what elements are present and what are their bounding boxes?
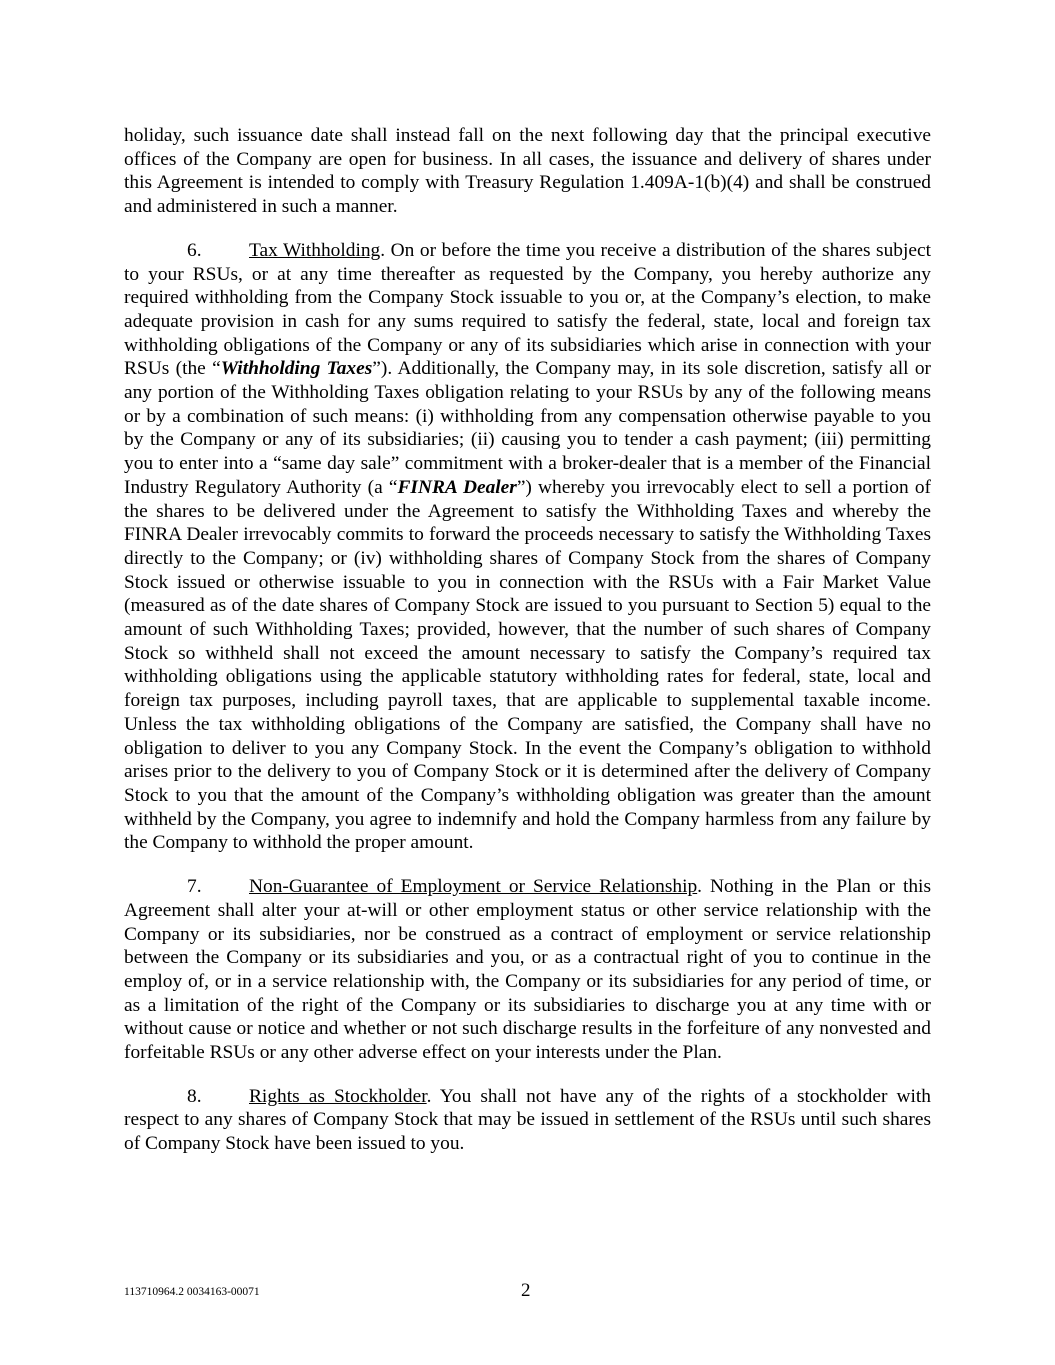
defined-term-finra-dealer: FINRA Dealer	[397, 476, 517, 498]
section-6-heading: Tax Withholding	[249, 239, 381, 261]
section-8-paragraph	[124, 1085, 931, 1156]
section-7-number: 7.	[187, 876, 202, 898]
page-number: 2	[521, 1280, 531, 1301]
section-8-number: 8.	[187, 1085, 202, 1107]
defined-term-withholding-taxes: Withholding Taxes	[220, 358, 373, 380]
section-8-heading: Rights as Stockholder	[249, 1085, 427, 1107]
section-6-number: 6.	[187, 239, 202, 261]
section-7-paragraph	[124, 875, 931, 1065]
document-body	[124, 124, 931, 1176]
section-6-text-part-2: ”). Additionally, the Company may, in its sole discretion, satisfy all or any portion of the Withholding Taxes obligation relating to your RSUs by any of the following means or by a combination of such means: (i) withholding from any compensation otherwise payable to you by the Company or any of its subsidiaries; (ii) causing you to tender a cash payment; (iii) permitting you to enter into a “same day sale” commitment with a broker-dealer that is a member of the Financial Industry Regulatory Authority (a “	[124, 358, 932, 498]
footer-document-id: 113710964.2 0034163-00071	[124, 1286, 260, 1298]
section-6-text-part-3: ”) whereby you irrevocably elect to sell a portion of the shares to be delivered under the Agreement to satisfy the Withholding Taxes and whereby the FINRA Dealer irrevocably commits to forward the proceeds necessary to satisfy the Withholding Taxes directly to the Company; or (iv) withholding shares of Company Stock from the shares of Company Stock issued or otherwise issuable to you in connection with the RSUs with a Fair Market Value (measured as of the date shares of Company Stock are issued to you pursuant to Section 5) equal to the amount of such Withholding Taxes; provided, however, that the number of such shares of Company Stock so withheld shall not exceed the amount necessary to satisfy the Company’s required tax withholding obligations using the applicable statutory withholding rates for federal, state, local and foreign tax purposes, including payroll taxes, that are applicable to supplemental taxable income. Unless the tax withholding obligations of the Company are satisfied, the Company shall have no obligation to deliver to you any Company Stock. In the event the Company’s obligation to withhold arises prior to the delivery to you of Company Stock or it is determined after the delivery of Company Stock to you that the amount of the Company’s withholding obligation was greater than the amount withheld by the Company, you agree to indemnify and hold the Company harmless from any failure by the Company to withhold the proper amount.	[124, 476, 931, 854]
section-8-text: . You shall not have any of the rights of a stockholder with respect to any shares of Company Stock that may be issued in settlement of the RSUs until such shares of Company Stock have been issued to you.	[124, 1085, 931, 1155]
section-6-paragraph	[124, 239, 931, 855]
intro-paragraph	[124, 124, 931, 219]
intro-text: holiday, such issuance date shall instead fall on the next following day that the principal executive offices of the Company are open for business. In all cases, the issuance and delivery of shares under this Agreement is intended to comply with Treasury Regulation 1.409A-1(b)(4) and shall be construed and administered in such a manner.	[124, 125, 931, 218]
section-7-heading: Non-Guarantee of Employment or Service Relationship	[249, 876, 698, 898]
section-6-text-part-1: . On or before the time you receive a distribution of the shares subject to your RSUs, or at any time thereafter as requested by the Company, you hereby authorize any required withholding from the Company Stock issuable to you or, at the Company’s election, to make adequate provision in cash for any sums required to satisfy the federal, state, local and foreign tax withholding obligations of the Company or any of its subsidiaries which arise in connection with your RSUs (the “	[124, 239, 931, 380]
section-7-text: . Nothing in the Plan or this Agreement shall alter your at-will or other employment status or other service relationship with the Company or its subsidiaries, nor be construed as a contract of employment or service relationship between the Company or its subsidiaries and you, or as a contractual right of you to continue in the employ of, or in a service relationship with, the Company or its subsidiaries for any period of time, or as a limitation of the right of the Company or its subsidiaries to discharge you at any time with or without cause or notice and whether or not such discharge results in the forfeiture of any nonvested and forfeitable RSUs or any other adverse effect on your interests under the Plan.	[124, 876, 931, 1064]
